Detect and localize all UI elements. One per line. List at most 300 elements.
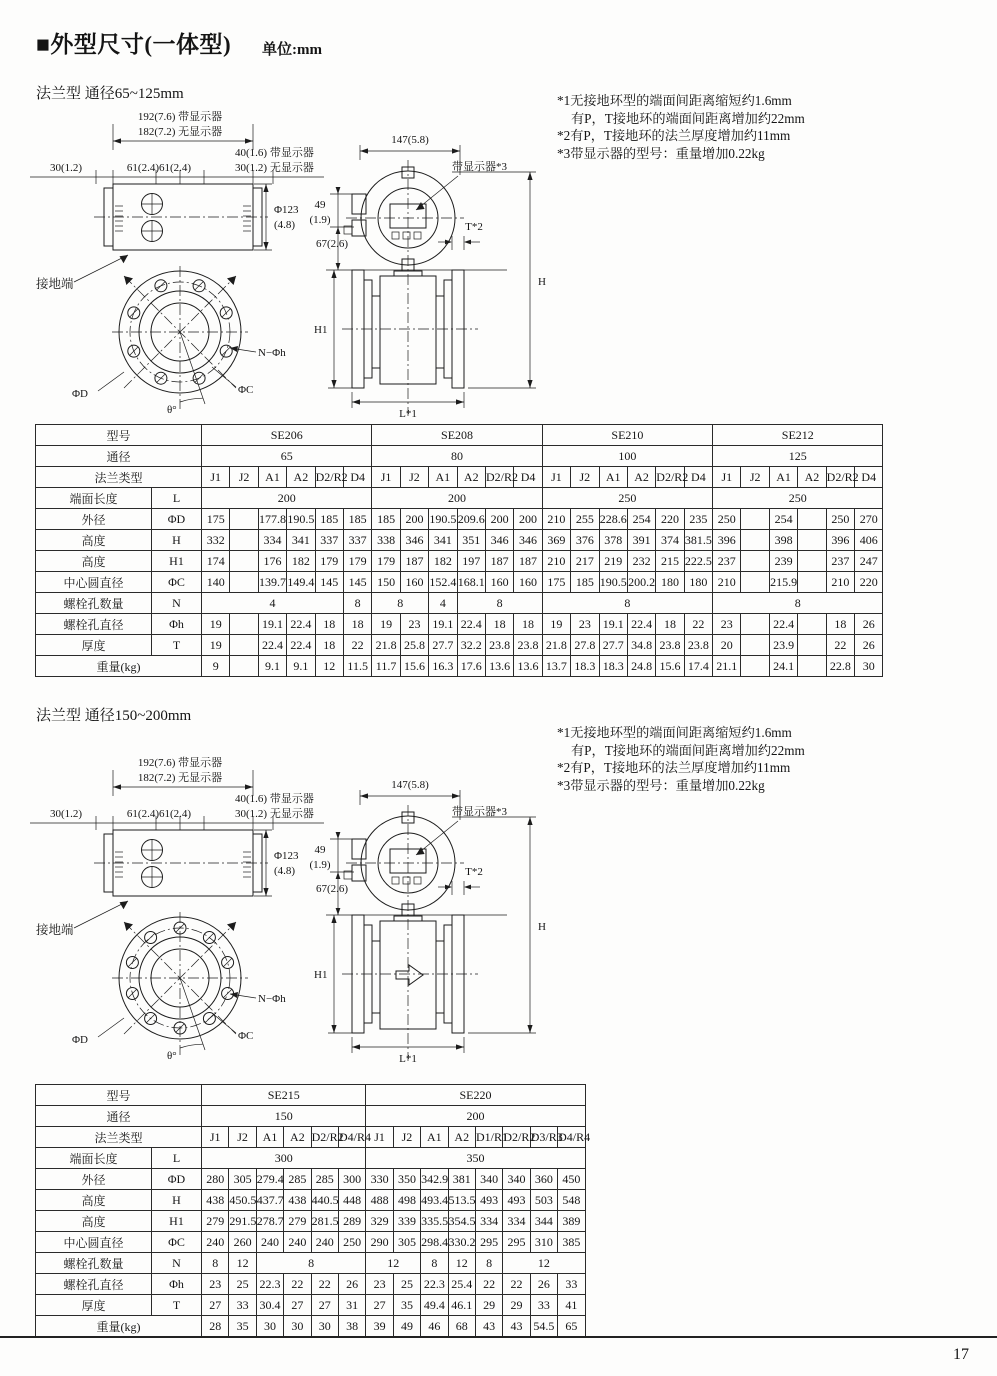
table-cell: A2	[284, 1127, 311, 1148]
table-cell: 150	[202, 1106, 366, 1127]
table-cell: 175	[542, 572, 570, 593]
note-line: *1无接地环型的端面间距离缩短约1.6mm	[557, 725, 792, 740]
table-cell: 279.4	[256, 1169, 283, 1190]
table-cell: 22	[503, 1274, 530, 1295]
table-cell: 22.8	[826, 656, 854, 677]
table-cell: 39	[366, 1316, 393, 1337]
table-cell: 15.6	[656, 656, 684, 677]
table-cell: 法兰类型	[36, 1127, 202, 1148]
table-cell: 160	[485, 572, 513, 593]
dim-H-label: H	[538, 276, 546, 288]
table-cell: 22	[475, 1274, 502, 1295]
table-cell: H	[152, 530, 202, 551]
table-cell: 182	[429, 551, 457, 572]
table-cell: Φh	[152, 1274, 202, 1295]
table-row	[36, 446, 883, 467]
table-cell: 139.7	[258, 572, 286, 593]
table-cell: 339	[393, 1211, 420, 1232]
table-cell: 338	[372, 530, 400, 551]
table-cell: D4	[855, 467, 883, 488]
table-cell	[230, 509, 258, 530]
table-cell: 200	[514, 509, 542, 530]
table-cell: 16.3	[429, 656, 457, 677]
table-cell: 13.6	[514, 656, 542, 677]
table-cell: Φh	[152, 614, 202, 635]
table-cell: 22.4	[287, 614, 315, 635]
table-cell: 493	[503, 1190, 530, 1211]
dim-192-label: 192(7.6) 带显示器	[137, 111, 223, 123]
table-cell: 29	[475, 1295, 502, 1316]
page-number: 17	[953, 1346, 969, 1363]
table-row	[36, 1232, 586, 1253]
table-cell	[230, 530, 258, 551]
table-cell: J2	[230, 467, 258, 488]
table-cell: 334	[475, 1211, 502, 1232]
table-cell: 334	[258, 530, 286, 551]
table-cell: 210	[713, 572, 741, 593]
table-cell: 8	[256, 1253, 366, 1274]
table-cell: 29	[503, 1295, 530, 1316]
dim-147-label: 147(5.8)	[391, 779, 429, 791]
table-cell: 端面长度	[36, 488, 152, 509]
table-cell: 298.4	[421, 1232, 448, 1253]
table-cell: 182	[287, 551, 315, 572]
table-cell: D3/R3	[530, 1127, 557, 1148]
table-cell: 335.5	[421, 1211, 448, 1232]
table-cell: 340	[503, 1169, 530, 1190]
table-cell: 18	[315, 635, 343, 656]
table-cell: 中心圆直径	[36, 572, 152, 593]
table-cell: A1	[256, 1127, 283, 1148]
table-cell: 19.1	[429, 614, 457, 635]
table-cell: J2	[400, 467, 428, 488]
table-cell: 23.8	[514, 635, 542, 656]
table-cell: 25.4	[448, 1274, 475, 1295]
table-cell: 49.4	[421, 1295, 448, 1316]
table-cell: A1	[421, 1127, 448, 1148]
table-cell: 285	[284, 1169, 311, 1190]
table-cell: 法兰类型	[36, 467, 202, 488]
table-cell: 23	[366, 1274, 393, 1295]
table-cell: 高度	[36, 530, 152, 551]
table-cell: J1	[713, 467, 741, 488]
table-cell: D4	[514, 467, 542, 488]
table-cell: 30	[256, 1316, 283, 1337]
table-row	[36, 1295, 586, 1316]
table-cell: 21.8	[372, 635, 400, 656]
table-cell: D2/R2	[485, 467, 513, 488]
table-cell: 38	[338, 1316, 365, 1337]
table-cell: 440.5	[311, 1190, 338, 1211]
table-cell: D4/R4	[338, 1127, 365, 1148]
table-row	[36, 1127, 586, 1148]
meter-tube-body	[380, 276, 436, 384]
table-cell: ΦC	[152, 1232, 202, 1253]
note-line: *3带显示器的型号：重量增加0.22kg	[557, 777, 765, 793]
table-cell: 396	[826, 530, 854, 551]
table-cell: 22.4	[258, 635, 286, 656]
dimensions-table-65-125	[35, 424, 883, 677]
table-cell: 54.5	[530, 1316, 557, 1337]
table-cell: 342.9	[421, 1169, 448, 1190]
table-cell: 22.3	[256, 1274, 283, 1295]
table-cell: 4	[202, 593, 344, 614]
dim-147-label: 147(5.8)	[391, 134, 429, 146]
table-cell: 34.8	[627, 635, 655, 656]
note-line: 有P，T接地环的端面间距离增加约22mm	[571, 742, 805, 758]
table-cell: 11.5	[343, 656, 371, 677]
table-cell: 型号	[36, 425, 202, 446]
table-cell: 220	[656, 509, 684, 530]
table-cell: 222.5	[684, 551, 712, 572]
table-cell: 厚度	[36, 635, 152, 656]
table-row	[36, 1211, 586, 1232]
table-cell: 螺栓孔直径	[36, 1274, 152, 1295]
table-cell: J2	[393, 1127, 420, 1148]
table-cell: 30.4	[256, 1295, 283, 1316]
table-cell: 27	[311, 1295, 338, 1316]
table-cell: 46.1	[448, 1295, 475, 1316]
table-cell: 450.5	[229, 1190, 256, 1211]
table-cell: 8	[457, 593, 542, 614]
table-cell: 23	[713, 614, 741, 635]
table-cell: 381.5	[684, 530, 712, 551]
dim-n-phih-label: N−Φh	[258, 993, 286, 1005]
table-cell: 190.5	[287, 509, 315, 530]
page-title: ■外型尺寸(一体型)	[36, 32, 232, 57]
table-cell: 239	[769, 551, 797, 572]
table-cell: 18	[485, 614, 513, 635]
table-cell: 344	[530, 1211, 557, 1232]
table-cell: 通径	[36, 446, 202, 467]
table-cell: 18	[315, 614, 343, 635]
table-cell: 中心圆直径	[36, 1232, 152, 1253]
table-cell: 185	[343, 509, 371, 530]
table-cell: H1	[152, 551, 202, 572]
table-cell: 26	[855, 635, 883, 656]
table-cell: 503	[530, 1190, 557, 1211]
dim-182-label: 182(7.2) 无显示器	[137, 772, 223, 784]
table-cell: 254	[627, 509, 655, 530]
table-cell: 350	[393, 1169, 420, 1190]
dim-192-label: 192(7.6) 带显示器	[137, 757, 223, 769]
table-cell: 217	[571, 551, 599, 572]
table-cell: 19.1	[258, 614, 286, 635]
table-cell: 32.2	[457, 635, 485, 656]
table-cell: 高度	[36, 551, 152, 572]
table-row	[36, 1169, 586, 1190]
table-cell: 30	[855, 656, 883, 677]
table-cell: 240	[256, 1232, 283, 1253]
table-cell: 215.9	[769, 572, 797, 593]
table-cell: 175	[202, 509, 230, 530]
table-cell: 330	[366, 1169, 393, 1190]
table-row	[36, 425, 883, 446]
table-cell	[741, 656, 769, 677]
table-cell: 346	[514, 530, 542, 551]
side-view-drawing-2	[302, 775, 570, 1067]
table-cell: 360	[530, 1169, 557, 1190]
dim-67-label: 67(2.6)	[315, 883, 349, 895]
table-cell: 337	[343, 530, 371, 551]
table-cell: 35	[229, 1316, 256, 1337]
dim-phiD-label: ΦD	[72, 1034, 88, 1046]
table-cell: 外径	[36, 1169, 152, 1190]
table-cell: 187	[514, 551, 542, 572]
table-cell: L	[152, 1148, 202, 1169]
table-cell: 15.6	[400, 656, 428, 677]
table-cell: A2	[798, 467, 826, 488]
table-cell: 型号	[36, 1085, 202, 1106]
table-cell: 高度	[36, 1190, 152, 1211]
table-cell: 219	[599, 551, 627, 572]
dim-n-phih-label: N−Φh	[258, 347, 286, 359]
table-cell	[230, 656, 258, 677]
table-cell: 重量(kg)	[36, 1316, 202, 1337]
table-cell: 396	[713, 530, 741, 551]
table-cell: A2	[448, 1127, 475, 1148]
unit-label: 单位:mm	[262, 42, 322, 58]
table-cell: 19	[202, 635, 230, 656]
table-cell: 176	[258, 551, 286, 572]
table-cell: 125	[713, 446, 883, 467]
footer-rule	[0, 1336, 997, 1338]
table-cell: 350	[366, 1148, 585, 1169]
dim-30-label: 30(1.2)	[49, 808, 83, 820]
table-cell	[741, 572, 769, 593]
table-cell: 160	[400, 572, 428, 593]
table-cell: 185	[571, 572, 599, 593]
table-cell: 65	[558, 1316, 585, 1337]
table-cell	[230, 572, 258, 593]
table-cell: 295	[503, 1232, 530, 1253]
table-cell: 21.1	[713, 656, 741, 677]
table-cell: 305	[229, 1169, 256, 1190]
dim-30-label: 30(1.2)	[49, 162, 83, 174]
table-cell: 160	[514, 572, 542, 593]
table-cell: 8	[421, 1253, 448, 1274]
section-label-65-125: 法兰型 通径65~125mm	[36, 86, 184, 102]
meter-tube-body	[380, 921, 436, 1029]
table-cell: 33	[229, 1295, 256, 1316]
table-cell: 22	[826, 635, 854, 656]
table-cell: 448	[338, 1190, 365, 1211]
table-cell: 385	[558, 1232, 585, 1253]
table-row	[36, 656, 883, 677]
table-cell: 278.7	[256, 1211, 283, 1232]
ground-terminal-label: 接地端	[36, 923, 74, 937]
table-cell: 厚度	[36, 1295, 152, 1316]
table-cell: 180	[656, 572, 684, 593]
table-cell: 197	[457, 551, 485, 572]
table-cell: 26	[855, 614, 883, 635]
table-cell	[798, 572, 826, 593]
dim-theta-label: θ°	[167, 404, 177, 416]
table-cell: 179	[372, 551, 400, 572]
table-cell: 18	[656, 614, 684, 635]
table-cell: 140	[202, 572, 230, 593]
table-cell: 247	[855, 551, 883, 572]
table-cell: 43	[475, 1316, 502, 1337]
table-cell: 23	[202, 1274, 229, 1295]
table-cell: 281.5	[311, 1211, 338, 1232]
table-cell: 螺栓孔数量	[36, 593, 152, 614]
dimensions-table-150-200	[35, 1084, 591, 1337]
table-cell: 346	[485, 530, 513, 551]
table-cell: 330.2	[448, 1232, 475, 1253]
top-and-front-view-drawing-1	[28, 104, 331, 416]
table-cell: J1	[542, 467, 570, 488]
note-line: *2有P，T接地环的法兰厚度增加约11mm	[557, 128, 791, 143]
table-cell: 250	[713, 509, 741, 530]
dim-19-label: (1.9)	[309, 214, 331, 226]
table-cell: 232	[627, 551, 655, 572]
table-cell: 279	[202, 1211, 229, 1232]
table-cell	[741, 551, 769, 572]
dim-61-label: 61(2.4)61(2.4)	[126, 162, 192, 174]
table-cell: 279	[284, 1211, 311, 1232]
table-cell: 螺栓孔数量	[36, 1253, 152, 1274]
table-cell: 174	[202, 551, 230, 572]
table-cell: 46	[421, 1316, 448, 1337]
table-cell: 250	[542, 488, 712, 509]
flow-direction-arrow	[396, 965, 423, 985]
table-cell: 17.6	[457, 656, 485, 677]
table-cell: 300	[202, 1148, 366, 1169]
table-row	[36, 1190, 586, 1211]
table-cell: 145	[343, 572, 371, 593]
dim-19-label: (1.9)	[309, 859, 331, 871]
table-cell	[741, 530, 769, 551]
table-row	[36, 593, 883, 614]
table-cell: 200	[485, 509, 513, 530]
table-cell: 19	[542, 614, 570, 635]
table-cell: 23.8	[485, 635, 513, 656]
table-cell: 200	[202, 488, 372, 509]
table-cell: D4	[684, 467, 712, 488]
table-cell: 26	[530, 1274, 557, 1295]
table-cell: 通径	[36, 1106, 202, 1127]
notes-block-2	[557, 724, 805, 794]
table-cell: 18	[826, 614, 854, 635]
dim-L-label: L*1	[399, 408, 417, 420]
table-cell: 337	[315, 530, 343, 551]
table-cell: D1/R1	[475, 1127, 502, 1148]
table-cell: 27.8	[571, 635, 599, 656]
table-cell: SE208	[372, 425, 542, 446]
table-cell: 210	[826, 572, 854, 593]
table-cell	[230, 635, 258, 656]
table-cell: J2	[741, 467, 769, 488]
note-line: *1无接地环型的端面间距离缩短约1.6mm	[557, 93, 792, 108]
table-cell: SE212	[713, 425, 883, 446]
table-cell: 26	[338, 1274, 365, 1295]
table-cell: D4	[343, 467, 371, 488]
table-row	[36, 614, 883, 635]
table-cell: 210	[542, 551, 570, 572]
table-row	[36, 530, 883, 551]
table-row	[36, 1085, 586, 1106]
table-cell: A1	[429, 467, 457, 488]
table-cell: 22.4	[769, 614, 797, 635]
table-cell	[741, 635, 769, 656]
table-cell: 168.1	[457, 572, 485, 593]
table-cell: J1	[202, 1127, 229, 1148]
dim-theta-label: θ°	[167, 1050, 177, 1062]
table-cell: D2/R2	[826, 467, 854, 488]
section-label-150-200: 法兰型 通径150~200mm	[36, 708, 192, 724]
table-cell: 8	[372, 593, 429, 614]
dim-30r-label: 30(1.2) 无显示器	[235, 808, 314, 820]
table-cell: 13.6	[485, 656, 513, 677]
table-cell: 19	[202, 614, 230, 635]
table-cell: 438	[202, 1190, 229, 1211]
table-cell: 4	[429, 593, 457, 614]
table-cell: 22.4	[457, 614, 485, 635]
table-cell: 185	[315, 509, 343, 530]
table-row	[36, 467, 883, 488]
table-cell: 185	[372, 509, 400, 530]
table-cell: 290	[366, 1232, 393, 1253]
table-cell: 152.4	[429, 572, 457, 593]
table-cell: 187	[400, 551, 428, 572]
dim-H1-label: H1	[314, 324, 328, 336]
dim-phi123-label: Φ123	[274, 850, 299, 862]
table-row	[36, 488, 883, 509]
note-line: *3带显示器的型号：重量增加0.22kg	[557, 145, 765, 161]
table-cell: 41	[558, 1295, 585, 1316]
table-cell: SE210	[542, 425, 712, 446]
dim-40-label: 40(1.6) 带显示器	[235, 147, 314, 159]
table-cell: 228.6	[599, 509, 627, 530]
dim-H-label: H	[538, 921, 546, 933]
table-cell: 341	[429, 530, 457, 551]
table-cell: 389	[558, 1211, 585, 1232]
table-cell: 27	[366, 1295, 393, 1316]
table-cell: 17.4	[684, 656, 712, 677]
table-cell: ΦD	[152, 509, 202, 530]
table-cell: 187	[485, 551, 513, 572]
table-cell: 43	[503, 1316, 530, 1337]
table-cell: 23	[400, 614, 428, 635]
table-cell: 374	[656, 530, 684, 551]
table-cell: 19.1	[599, 614, 627, 635]
table-row	[36, 635, 883, 656]
dim-phiD-label: ΦD	[72, 388, 88, 400]
table-cell: 27.7	[599, 635, 627, 656]
table-cell: 30	[284, 1316, 311, 1337]
table-cell: 332	[202, 530, 230, 551]
table-cell: 65	[202, 446, 372, 467]
notes-block-1	[557, 92, 805, 162]
table-cell: J1	[366, 1127, 393, 1148]
table-cell: ΦD	[152, 1169, 202, 1190]
table-cell	[798, 509, 826, 530]
table-row	[36, 1106, 586, 1127]
table-cell: 300	[338, 1169, 365, 1190]
table-cell	[230, 551, 258, 572]
table-cell: 25	[229, 1274, 256, 1295]
table-cell: 22	[311, 1274, 338, 1295]
note-line: *2有P，T接地环的法兰厚度增加约11mm	[557, 760, 791, 775]
table-cell: 250	[713, 488, 883, 509]
table-cell: T	[152, 1295, 202, 1316]
table-cell: 螺栓孔直径	[36, 614, 152, 635]
table-cell: 25	[393, 1274, 420, 1295]
table-cell: A1	[258, 467, 286, 488]
table-cell: 285	[311, 1169, 338, 1190]
table-cell: 291.5	[229, 1211, 256, 1232]
